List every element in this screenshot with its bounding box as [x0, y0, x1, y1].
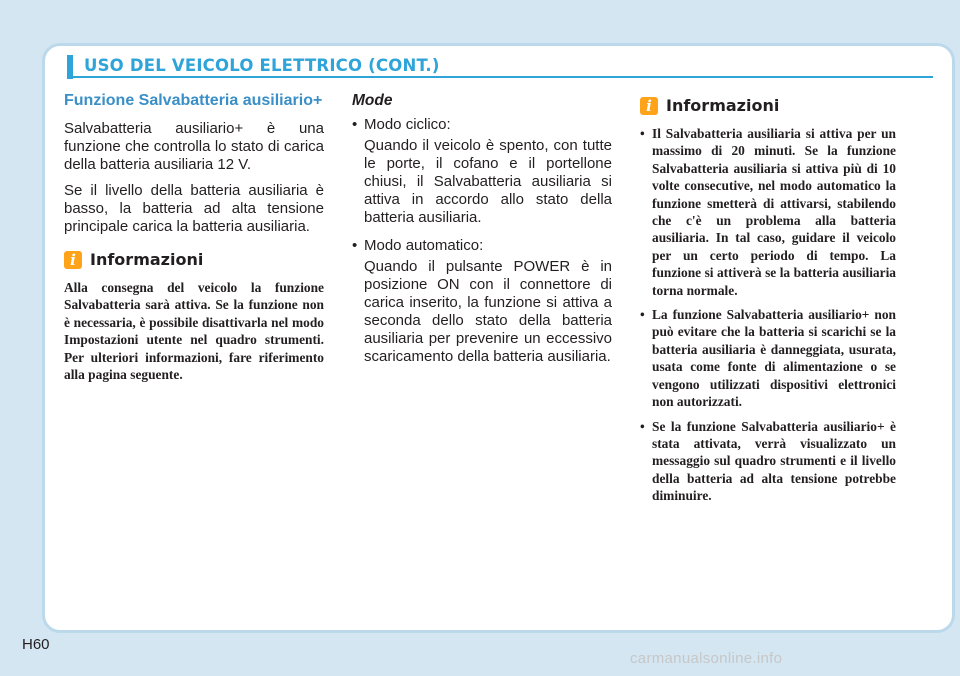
info-list-item — [640, 125, 896, 299]
subsection-title: Funzione Salvabatteria ausiliario+ — [64, 92, 323, 109]
info-list-item-text: Se la funzione Salvabatteria ausiliario+ è stata attivata, verrà visualizzato un messaggio sul quadro strumenti e il livello della batteria ad alta tensione potrebbe diminuire. — [652, 418, 896, 504]
info-list-item-text: La funzione Salvabatteria ausiliario+ non può evitare che la batteria si scarichi se la batteria ausiliaria è danneggiata, usurata, usata come fonte di alimentazione o se vengono utilizzati dispositivi elettronici non autorizzati. — [652, 307, 896, 410]
mode-title: Mode — [352, 92, 393, 109]
list-item-text: Quando il veicolo è spento, con tutte le porte, il cofano e il portellone chiusi, il Salvabatteria ausiliaria si attiva in accordo allo stato della batteria ausiliaria. — [364, 137, 612, 226]
right-column — [640, 96, 896, 512]
list-item-head: Modo automatico: — [364, 237, 484, 254]
bullet-icon: • — [640, 418, 645, 434]
info-list-item-text: Il Salvabatteria ausiliaria si attiva per un massimo di 20 minuti. Se la funzione Salvabatteria ausiliaria si attiva più di 10 volte consecutive, nel modo automatico la funzione smetterà di attivarsi, stabilendo che c'è un problema alla batteria ausiliaria. In tal caso, guidare il veicolo per un certo periodo di tempo. La funzione si attiverà se la batteria ausiliaria torna normale. — [652, 126, 896, 298]
middle-column — [352, 92, 612, 376]
page-number: H60 — [22, 636, 50, 653]
bullet-icon: • — [352, 237, 358, 254]
list-item — [352, 116, 612, 227]
bullet-icon: • — [352, 116, 358, 133]
info-icon: i — [640, 97, 658, 115]
bullet-icon: • — [640, 126, 645, 141]
body-paragraph: Se il livello della batteria ausiliaria è basso, la batteria ad alta tensione principale carica la batteria ausiliaria. — [64, 182, 324, 235]
info-heading — [640, 96, 896, 115]
watermark: carmanualsonline.info — [630, 650, 783, 667]
list-item-head: Modo ciclico: — [364, 116, 451, 133]
info-heading — [64, 250, 324, 269]
bullet-icon: • — [640, 307, 645, 323]
list-item-text: Quando il pulsante POWER è in posizione ON con il connettore di carica inserito, la funzione si attiva a seconda dello stato della batteria ausiliaria per prevenire un eccessivo scaricamento della batteria ausiliaria. — [364, 258, 612, 365]
section-title: USO DEL VEICOLO ELETTRICO (CONT.) — [84, 56, 440, 75]
info-icon: i — [64, 251, 82, 269]
info-list-item — [640, 418, 896, 505]
body-paragraph: Salvabatteria ausiliario+ è una funzione che controlla lo stato di carica della batteria ausiliaria 12 V. — [64, 120, 324, 173]
info-label: Informazioni — [90, 250, 204, 269]
list-item — [352, 237, 612, 366]
section-title-underline — [73, 76, 933, 78]
info-list-item — [640, 306, 896, 410]
left-column — [64, 92, 324, 383]
info-text: Alla consegna del veicolo la funzione Salvabatteria sarà attiva. Se la funzione non è necessaria, è possibile disattivarla nel modo Impostazioni utente nel quadro strumenti. Per ulteriori informazioni, fare riferimento alla pagina seguente. — [64, 280, 324, 383]
info-label: Informazioni — [666, 96, 780, 115]
